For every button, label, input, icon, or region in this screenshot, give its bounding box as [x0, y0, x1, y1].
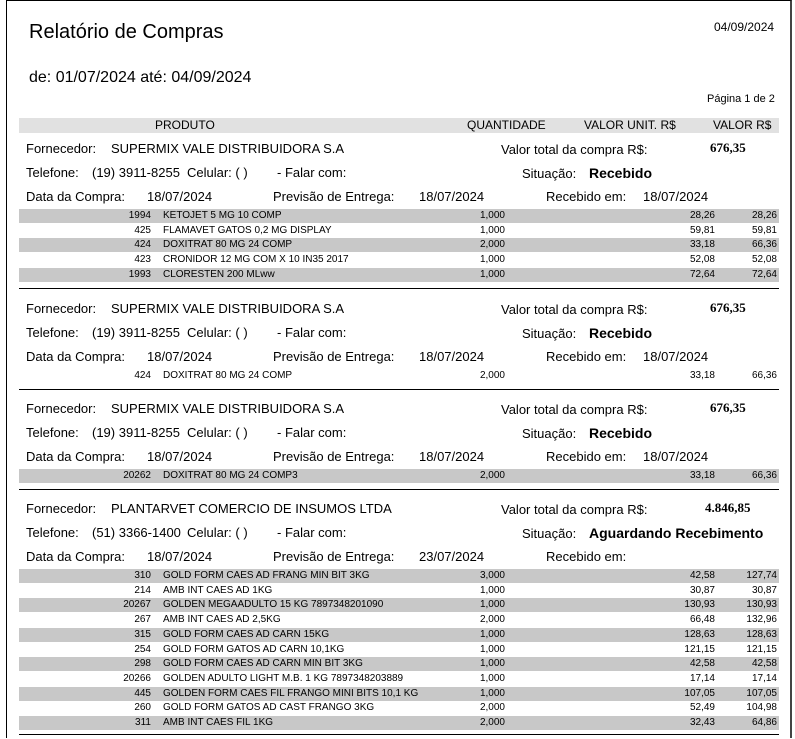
- item-unit-price: 33,18: [689, 470, 715, 481]
- valor-total-value: 676,35: [710, 300, 746, 315]
- item-description: GOLDEN FORM CAES FIL FRANGO MINI BITS 10,1 KG: [163, 687, 419, 699]
- item-code: 424: [134, 239, 151, 251]
- report-date: 04/09/2024: [714, 20, 775, 34]
- telefone-value: (19) 3911-8255: [92, 425, 180, 440]
- valor-total-label: Valor total da compra R$:: [501, 302, 648, 317]
- item-quantity: 3,000: [479, 570, 505, 581]
- telefone-label: Telefone:: [26, 425, 79, 440]
- page-number: Página 1 de 2: [707, 93, 775, 105]
- previsao-label: Previsão de Entrega:: [273, 349, 395, 364]
- situacao-label: Situação:: [522, 526, 577, 541]
- item-description: GOLDEN MEGAADULTO 15 KG 7897348201090: [163, 599, 384, 611]
- data-compra-label: Data da Compra:: [26, 189, 125, 204]
- valor-total-value: 4.846,85: [705, 500, 751, 515]
- item-quantity: 2,000: [479, 370, 505, 381]
- table-row: [19, 584, 779, 598]
- group-separator: [19, 389, 779, 390]
- valor-total-label: Valor total da compra R$:: [501, 402, 648, 417]
- item-unit-price: 33,18: [689, 370, 715, 381]
- telefone-label: Telefone:: [26, 525, 79, 540]
- column-header-bar: [19, 118, 779, 133]
- purchase-group: [7, 399, 791, 499]
- item-total: 132,96: [746, 614, 777, 626]
- item-description: GOLDEN ADULTO LIGHT M.B. 1 KG 7897348203889: [163, 672, 404, 684]
- item-unit-price: 52,08: [689, 254, 715, 266]
- item-code: 298: [134, 658, 151, 670]
- item-code: 254: [134, 643, 151, 655]
- item-code: 425: [134, 224, 151, 236]
- table-row: [19, 569, 779, 583]
- item-quantity: 1,000: [479, 268, 505, 280]
- item-total: 130,93: [746, 599, 777, 611]
- fornecedor-label: Fornecedor:: [26, 301, 97, 316]
- data-compra-label: Data da Compra:: [26, 449, 125, 464]
- item-description: CRONIDOR 12 MG COM X 10 IN35 2017: [163, 254, 349, 266]
- valor-total-label: Valor total da compra R$:: [501, 502, 648, 517]
- telefone-value: (19) 3911-8255: [92, 165, 180, 180]
- column-produto: PRODUTO: [155, 118, 215, 132]
- previsao-label: Previsão de Entrega:: [273, 549, 395, 564]
- item-code: 20266: [123, 672, 151, 684]
- item-unit-price: 59,81: [689, 224, 715, 236]
- item-unit-price: 33,18: [689, 239, 715, 251]
- item-code: 1993: [128, 268, 151, 280]
- item-code: 1994: [128, 210, 151, 221]
- item-code: 260: [134, 702, 151, 714]
- item-quantity: 1,000: [479, 672, 505, 684]
- item-quantity: 2,000: [479, 702, 505, 714]
- item-description: CLORESTEN 200 MLww: [163, 268, 275, 280]
- previsao-label: Previsão de Entrega:: [273, 189, 395, 204]
- valor-total-value: 676,35: [710, 400, 746, 415]
- item-quantity: 1,000: [479, 658, 505, 670]
- item-unit-price: 121,15: [684, 643, 715, 655]
- item-description: AMB INT CAES FIL 1KG: [163, 717, 274, 728]
- item-quantity: 1,000: [479, 687, 505, 699]
- item-code: 267: [134, 614, 151, 626]
- item-total: 66,36: [751, 470, 777, 481]
- recebido-label: Recebido em:: [546, 349, 627, 364]
- celular-label: Celular: ( ): [187, 325, 248, 340]
- group-separator: [19, 734, 779, 735]
- item-code: 445: [134, 687, 151, 699]
- previsao-value: 18/07/2024: [419, 189, 485, 204]
- telefone-value: (19) 3911-8255: [92, 325, 180, 340]
- item-total: 30,87: [751, 584, 777, 596]
- previsao-value: 18/07/2024: [419, 349, 485, 364]
- item-unit-price: 66,48: [689, 614, 715, 626]
- item-description: GOLD FORM GATOS AD CARN 10,1KG: [163, 643, 345, 655]
- item-unit-price: 42,58: [689, 658, 715, 670]
- item-quantity: 1,000: [479, 584, 505, 596]
- report-page: [6, 0, 792, 738]
- celular-label: Celular: ( ): [187, 425, 248, 440]
- item-quantity: 1,000: [479, 210, 505, 221]
- group-separator: [19, 489, 779, 490]
- table-row: [19, 469, 779, 483]
- purchase-group: [7, 499, 791, 739]
- data-compra-value: 18/07/2024: [147, 189, 213, 204]
- falar-label: - Falar com:: [277, 325, 347, 340]
- table-row: [19, 701, 779, 715]
- item-unit-price: 17,14: [689, 672, 715, 684]
- situacao-label: Situação:: [522, 426, 577, 441]
- situacao-value: Aguardando Recebimento: [589, 525, 764, 541]
- column-valor-unit: VALOR UNIT. R$: [584, 118, 676, 132]
- telefone-value: (51) 3366-1400: [92, 525, 181, 540]
- recebido-label: Recebido em:: [546, 549, 627, 564]
- purchase-group: [7, 299, 791, 399]
- situacao-label: Situação:: [522, 166, 577, 181]
- falar-label: - Falar com:: [277, 425, 347, 440]
- group-separator: [19, 288, 779, 289]
- item-quantity: 2,000: [479, 717, 505, 728]
- valor-total-value: 676,35: [710, 140, 746, 155]
- item-description: DOXITRAT 80 MG 24 COMP3: [163, 470, 298, 481]
- item-unit-price: 52,49: [689, 702, 715, 714]
- fornecedor-name: PLANTARVET COMERCIO DE INSUMOS LTDA: [111, 501, 392, 516]
- fornecedor-label: Fornecedor:: [26, 141, 97, 156]
- item-total: 127,74: [746, 570, 777, 581]
- item-code: 424: [134, 370, 151, 381]
- purchase-group: [7, 139, 791, 280]
- previsao-value: 18/07/2024: [419, 449, 485, 464]
- table-row: [19, 672, 779, 686]
- item-total: 64,86: [751, 717, 777, 728]
- table-row: [19, 657, 779, 671]
- column-valor: VALOR R$: [713, 118, 772, 132]
- table-row: [19, 238, 779, 252]
- item-code: 315: [134, 628, 151, 640]
- item-description: DOXITRAT 80 MG 24 COMP: [163, 370, 293, 381]
- fornecedor-label: Fornecedor:: [26, 501, 97, 516]
- situacao-value: Recebido: [589, 325, 653, 341]
- table-row: [19, 209, 779, 223]
- fornecedor-label: Fornecedor:: [26, 401, 97, 416]
- item-code: 20262: [123, 470, 151, 481]
- celular-label: Celular: ( ): [187, 525, 248, 540]
- table-row: [19, 716, 779, 730]
- telefone-label: Telefone:: [26, 165, 79, 180]
- data-compra-value: 18/07/2024: [147, 549, 213, 564]
- item-description: DOXITRAT 80 MG 24 COMP: [163, 239, 293, 251]
- item-code: 20267: [123, 599, 151, 611]
- item-total: 42,58: [751, 658, 777, 670]
- item-total: 107,05: [746, 687, 777, 699]
- item-code: 311: [135, 717, 151, 728]
- item-total: 128,63: [746, 628, 777, 640]
- item-description: KETOJET 5 MG 10 COMP: [163, 210, 282, 221]
- falar-label: - Falar com:: [277, 165, 347, 180]
- item-unit-price: 130,93: [684, 599, 715, 611]
- item-description: GOLD FORM CAES AD FRANG MIN BIT 3KG: [163, 570, 370, 581]
- table-row: [19, 643, 779, 657]
- recebido-value: 18/07/2024: [643, 349, 709, 364]
- table-row: [19, 628, 779, 642]
- recebido-value: 18/07/2024: [643, 189, 709, 204]
- previsao-value: 23/07/2024: [419, 549, 485, 564]
- item-quantity: 2,000: [479, 239, 505, 251]
- item-quantity: 1,000: [479, 643, 505, 655]
- item-description: GOLD FORM CAES AD CARN 15KG: [163, 628, 330, 640]
- item-quantity: 1,000: [479, 628, 505, 640]
- item-unit-price: 42,58: [689, 570, 715, 581]
- item-total: 72,64: [751, 268, 777, 280]
- item-unit-price: 28,26: [689, 210, 715, 221]
- recebido-label: Recebido em:: [546, 189, 627, 204]
- data-compra-value: 18/07/2024: [147, 349, 213, 364]
- item-quantity: 2,000: [479, 614, 505, 626]
- item-total: 59,81: [751, 224, 777, 236]
- table-row: [19, 613, 779, 627]
- situacao-label: Situação:: [522, 326, 577, 341]
- item-description: GOLD FORM CAES AD CARN MIN BIT 3KG: [163, 658, 363, 670]
- item-code: 423: [134, 254, 151, 266]
- data-compra-label: Data da Compra:: [26, 349, 125, 364]
- table-row: [19, 268, 779, 282]
- table-row: [19, 253, 779, 267]
- data-compra-label: Data da Compra:: [26, 549, 125, 564]
- item-quantity: 1,000: [479, 224, 505, 236]
- item-description: FLAMAVET GATOS 0,2 MG DISPLAY: [163, 224, 332, 236]
- fornecedor-name: SUPERMIX VALE DISTRIBUIDORA S.A: [111, 141, 345, 156]
- item-total: 66,36: [751, 370, 777, 381]
- table-row: [19, 687, 779, 701]
- item-unit-price: 32,43: [689, 717, 715, 728]
- valor-total-label: Valor total da compra R$:: [501, 142, 648, 157]
- fornecedor-name: SUPERMIX VALE DISTRIBUIDORA S.A: [111, 301, 345, 316]
- item-unit-price: 107,05: [684, 687, 715, 699]
- recebido-label: Recebido em:: [546, 449, 627, 464]
- situacao-value: Recebido: [589, 165, 653, 181]
- item-code: 310: [134, 570, 151, 581]
- telefone-label: Telefone:: [26, 325, 79, 340]
- previsao-label: Previsão de Entrega:: [273, 449, 395, 464]
- item-unit-price: 72,64: [689, 268, 715, 280]
- table-row: [19, 598, 779, 612]
- table-row: [19, 224, 779, 238]
- item-description: AMB INT CAES AD 2,5KG: [163, 614, 281, 626]
- item-description: GOLD FORM GATOS AD CAST FRANGO 3KG: [163, 702, 375, 714]
- item-total: 28,26: [751, 210, 777, 221]
- item-total: 104,98: [746, 702, 777, 714]
- item-unit-price: 30,87: [689, 584, 715, 596]
- item-quantity: 1,000: [479, 254, 505, 266]
- item-total: 17,14: [751, 672, 777, 684]
- column-quantidade: QUANTIDADE: [467, 118, 546, 132]
- situacao-value: Recebido: [589, 425, 653, 441]
- report-title: Relatório de Compras: [29, 21, 224, 43]
- celular-label: Celular: ( ): [187, 165, 248, 180]
- item-total: 121,15: [746, 643, 777, 655]
- table-row: [19, 369, 779, 383]
- date-range: de: 01/07/2024 até: 04/09/2024: [29, 69, 252, 86]
- item-quantity: 1,000: [479, 599, 505, 611]
- item-unit-price: 128,63: [684, 628, 715, 640]
- item-quantity: 2,000: [479, 470, 505, 481]
- item-description: AMB INT CAES AD 1KG: [163, 584, 273, 596]
- recebido-value: 18/07/2024: [643, 449, 709, 464]
- item-code: 214: [134, 584, 151, 596]
- item-total: 52,08: [751, 254, 777, 266]
- data-compra-value: 18/07/2024: [147, 449, 213, 464]
- falar-label: - Falar com:: [277, 525, 347, 540]
- fornecedor-name: SUPERMIX VALE DISTRIBUIDORA S.A: [111, 401, 345, 416]
- item-total: 66,36: [751, 239, 777, 251]
